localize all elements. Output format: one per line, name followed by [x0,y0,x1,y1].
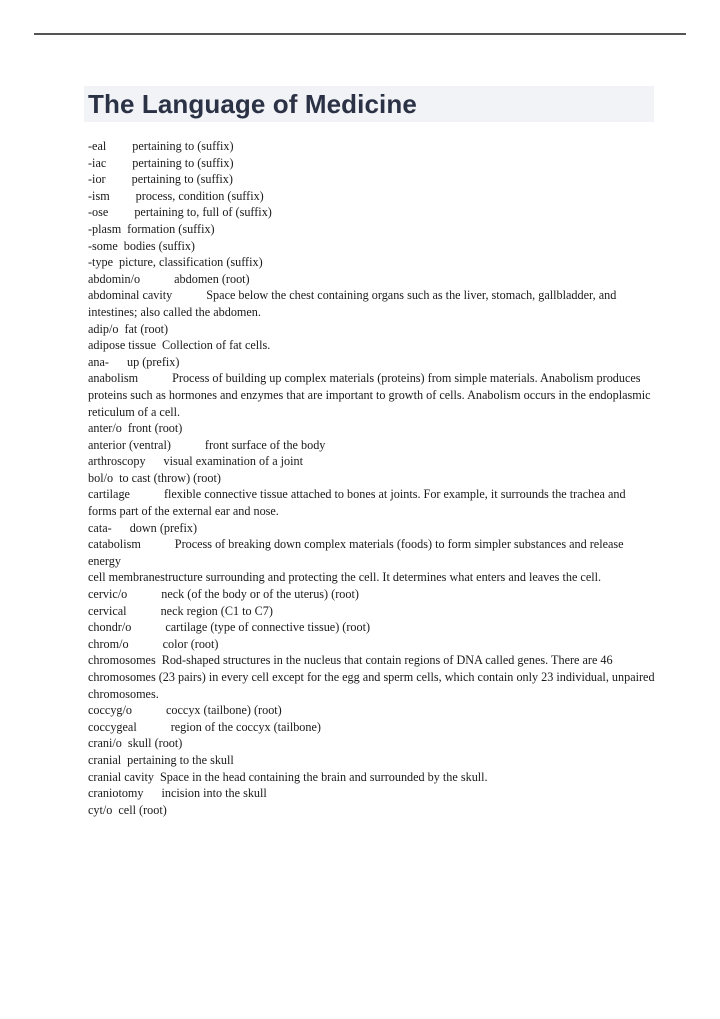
glossary-entry [88,453,656,470]
entry-definition: flexible connective tissue attached to bones at joints. For example, it surrounds the trachea and forms part of the external ear and nose. [88,487,626,519]
glossary-entry [88,603,656,620]
entry-definition: neck (of the body or of the uterus) (root) [161,587,359,602]
entry-term: anter/o [88,421,122,436]
entry-term: crani/o [88,736,122,751]
glossary-entry [88,221,656,238]
glossary-entry [88,254,656,271]
entry-term: -plasm [88,221,122,236]
entry-definition: process, condition (suffix) [135,188,264,203]
entry-definition: cartilage (type of connective tissue) (root) [165,620,371,635]
entry-definition: fat (root) [124,321,169,336]
entry-term: -ose [88,205,109,220]
entry-definition: Space below the chest containing organs such as the liver, stomach, gallbladder, and intestines; also called the abdomen. [88,288,617,319]
page-title: The Language of Medicine [88,89,417,119]
entry-definition: pertaining to, full of (suffix) [134,205,272,220]
entry-definition: picture, classification (suffix) [119,255,263,270]
entry-term: cyt/o [88,802,113,817]
glossary-entry [88,619,656,636]
glossary-entry [88,536,656,569]
entry-term: cervical [88,603,127,618]
entry-term: coccygeal [88,719,137,734]
entry-definition: structure surrounding and protecting the cell. It determines what enters and leaves the cell. [160,570,602,585]
entry-term: -iac [88,155,107,170]
entry-definition: cell (root) [118,802,167,817]
entry-definition: Collection of fat cells. [162,338,271,353]
entry-definition: front surface of the body [204,437,326,452]
glossary-entry [88,437,656,454]
entry-definition: abdomen (root) [174,271,250,286]
glossary-entry [88,702,656,719]
entry-definition: front (root) [127,421,183,436]
glossary-entry [88,287,656,320]
entry-definition: visual examination of a joint [163,454,303,469]
glossary-entry [88,719,656,736]
entry-definition: region of the coccyx (tailbone) [170,719,321,734]
glossary-entry [88,204,656,221]
glossary-entry [88,569,656,586]
entry-definition: formation (suffix) [127,221,215,236]
glossary-entry [88,171,656,188]
glossary-entry [88,785,656,802]
glossary-entry [88,735,656,752]
entry-term: anabolism [88,371,139,386]
glossary-entry [88,271,656,288]
entry-definition: Process of breaking down complex materials (foods) to form simpler substances and release energy [88,537,624,568]
entry-definition: pertaining to the skull [127,752,234,767]
entry-term: -eal [88,139,107,153]
glossary-entry [88,238,656,255]
entry-definition: pertaining to (suffix) [132,139,234,153]
entry-definition: pertaining to (suffix) [131,172,233,187]
entry-term: cata- [88,520,112,535]
glossary-entry [88,138,656,155]
entry-term: arthroscopy [88,454,146,469]
entry-term: coccyg/o [88,703,132,718]
glossary-entry [88,520,656,537]
glossary-entry [88,652,656,702]
entry-definition: incision into the skull [161,786,267,801]
entry-definition: down (prefix) [129,520,198,535]
entry-term: bol/o [88,470,114,485]
entry-term: abdominal cavity [88,288,173,303]
entry-term: -ior [88,172,106,187]
glossary-entry [88,470,656,487]
entry-term: anterior (ventral) [88,437,171,452]
entry-term: adipose tissue [88,338,157,353]
glossary-entry [88,354,656,371]
entry-definition: skull (root) [127,736,183,751]
entry-definition: coccyx (tailbone) (root) [166,703,282,718]
entry-term: -some [88,238,118,253]
entry-term: chrom/o [88,636,129,651]
entry-term: catabolism [88,537,141,552]
entry-term: chondr/o [88,620,132,635]
entry-definition: color (root) [162,636,219,651]
entry-term: ana- [88,354,109,369]
entry-term: chromosomes [88,653,156,668]
entry-definition: bodies (suffix) [123,238,195,253]
entry-definition: Rod-shaped structures in the nucleus that contain regions of DNA called genes. There are 46 chromosomes (23 pairs) in every cell except for the egg and sperm cells, which contain only 23 individual, unpaired chromosomes. [88,653,655,701]
top-divider [34,33,686,35]
glossary-entry [88,337,656,354]
glossary-entry [88,752,656,769]
glossary-entry [88,486,656,519]
glossary-entry [88,769,656,786]
entry-term: cranial cavity [88,769,154,784]
entry-term: cell membrane [88,570,161,585]
entry-term: cartilage [88,487,130,502]
glossary-list [88,138,656,818]
entry-definition: Process of building up complex materials (proteins) from simple materials. Anabolism produces proteins such as hormones and enzymes that are important to growth of cells. Anabolism occurs in the endoplasmic reticulum of a cell. [88,371,651,419]
entry-term: abdomin/o [88,271,141,286]
entry-term: adip/o [88,321,119,336]
entry-term: cervic/o [88,587,128,602]
entry-term: -ism [88,188,110,203]
glossary-entry [88,586,656,603]
glossary-entry [88,155,656,172]
glossary-entry [88,188,656,205]
entry-definition: Space in the head containing the brain and surrounded by the skull. [159,769,488,784]
entry-definition: to cast (throw) (root) [119,470,221,485]
entry-term: cranial [88,752,122,767]
glossary-entry [88,636,656,653]
entry-term: -type [88,255,114,270]
glossary-entry [88,420,656,437]
entry-definition: neck region (C1 to C7) [160,603,273,618]
entry-definition: up (prefix) [126,354,180,369]
glossary-entry [88,370,656,420]
entry-definition: pertaining to (suffix) [132,155,234,170]
entry-term: craniotomy [88,786,144,801]
glossary-entry [88,321,656,338]
glossary-entry [88,802,656,819]
